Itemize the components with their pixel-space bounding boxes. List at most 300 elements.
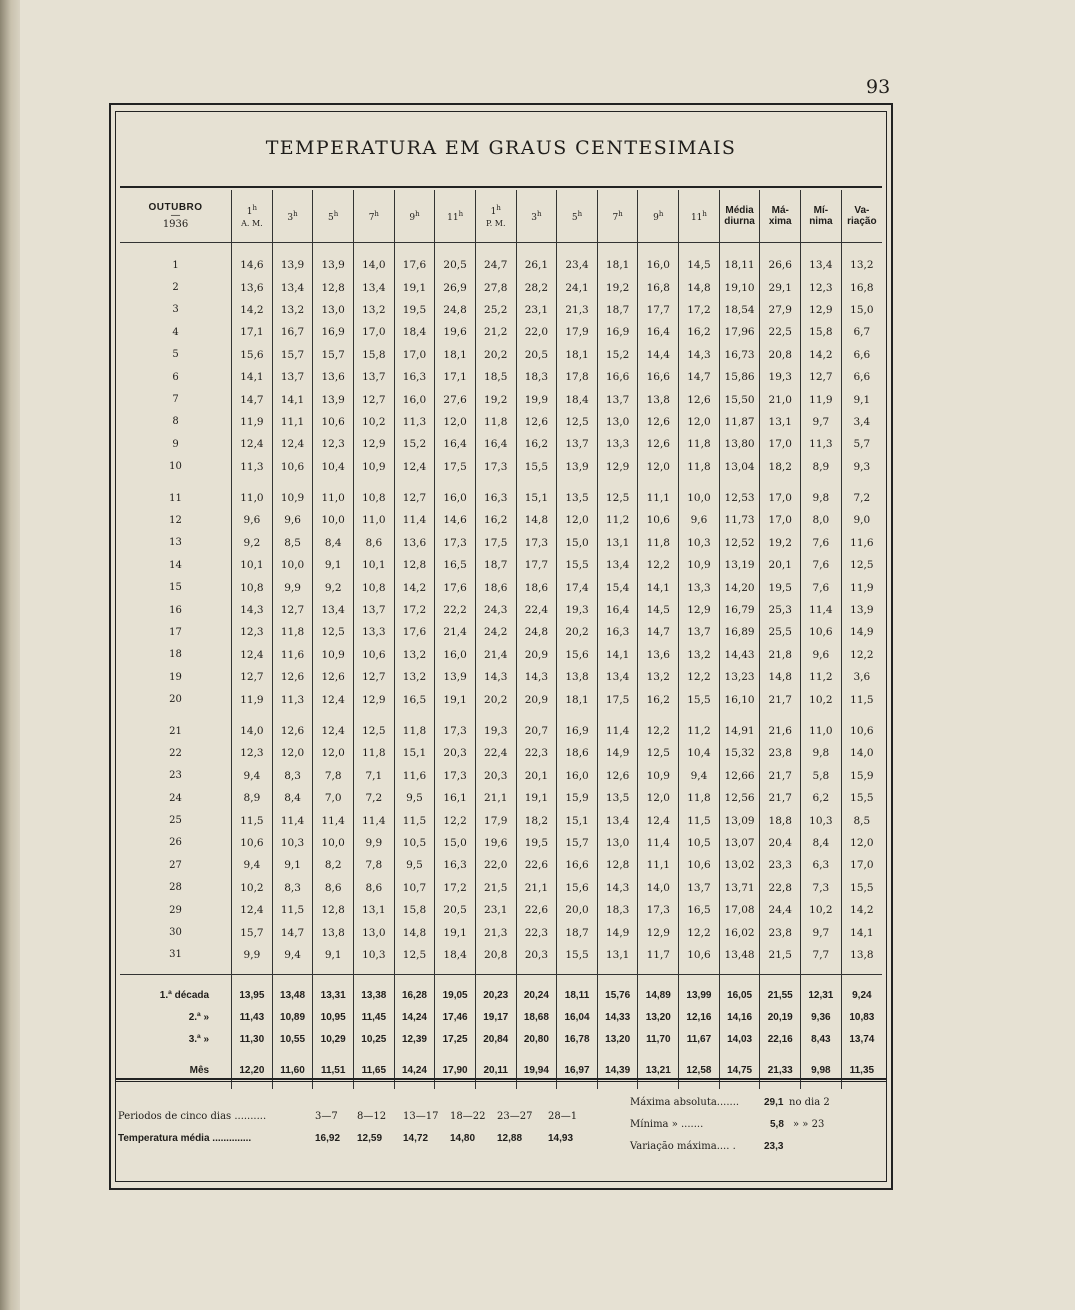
table-cell: 9,6 <box>801 644 842 666</box>
day-row <box>120 688 882 710</box>
table-cell: 14,9 <box>597 742 638 764</box>
table-cell: 10,25 <box>354 1028 395 1050</box>
table-cell: 11,8 <box>272 621 313 643</box>
header-stat-line1: Mí- <box>813 205 829 216</box>
table-cell: 11,73 <box>719 509 760 531</box>
table-cell: 19,5 <box>394 299 435 321</box>
table-cell: 14,7 <box>679 366 720 388</box>
table-cell: 8,3 <box>272 877 313 899</box>
table-cell: 21,5 <box>760 944 801 966</box>
header-stat-line2: xima <box>768 216 792 227</box>
header-stat-2 <box>801 190 842 243</box>
table-cell: 19,6 <box>475 832 516 854</box>
table-cell: 16,3 <box>475 487 516 509</box>
table-cell: 13,4 <box>354 276 395 298</box>
header-row <box>120 190 882 243</box>
table-cell: 14,1 <box>638 576 679 598</box>
table-cell: 10,2 <box>801 899 842 921</box>
row-label: 16 <box>120 599 232 621</box>
header-hour-num: 11 <box>690 212 703 223</box>
table-cell: 23,4 <box>557 254 598 276</box>
table-cell: 11,5 <box>232 809 273 831</box>
table-cell: 12,6 <box>516 411 557 433</box>
table-cell: 20,1 <box>760 554 801 576</box>
row-label: 5 <box>120 344 232 366</box>
table-cell: 7,8 <box>354 854 395 876</box>
table-cell: 13,4 <box>272 276 313 298</box>
table-cell: 13,2 <box>354 299 395 321</box>
day-row <box>120 621 882 643</box>
table-cell: 17,0 <box>394 344 435 366</box>
table-cell: 11,8 <box>354 742 395 764</box>
table-cell: 13,2 <box>394 666 435 688</box>
table-cell: 10,0 <box>679 487 720 509</box>
table-cell: 15,86 <box>719 366 760 388</box>
table-cell: 18,2 <box>516 809 557 831</box>
table-cell: 20,3 <box>516 944 557 966</box>
table-cell: 22,3 <box>516 921 557 943</box>
period-range: 18—22 <box>450 1111 486 1122</box>
period-temp: 14,93 <box>548 1133 574 1144</box>
table-cell: 16,3 <box>597 621 638 643</box>
row-label: 2 <box>120 276 232 298</box>
table-cell: 13,7 <box>354 599 395 621</box>
table-cell: 9,5 <box>394 854 435 876</box>
table-cell: 11,8 <box>679 787 720 809</box>
table-cell: 16,9 <box>557 720 598 742</box>
day-row <box>120 456 882 478</box>
table-cell: 15,50 <box>719 388 760 410</box>
header-hour-period: P. M. <box>485 219 506 228</box>
table-cell: 15,5 <box>850 881 874 894</box>
header-hour-num: 7 <box>612 212 619 223</box>
table-cell: 17,96 <box>719 321 760 343</box>
table-cell: 8,6 <box>354 532 395 554</box>
table-cell: 14,33 <box>597 1006 638 1028</box>
table-cell: 10,89 <box>272 1006 313 1028</box>
table-cell: 9,4 <box>232 765 273 787</box>
row-label: 23 <box>120 765 232 787</box>
table-cell: 10,9 <box>679 554 720 576</box>
row-label: 8 <box>120 411 232 433</box>
table-cell: 20,80 <box>516 1028 557 1050</box>
table-cell: 12,7 <box>801 366 842 388</box>
table-cell: 13,0 <box>354 921 395 943</box>
table-cell: 11,4 <box>638 832 679 854</box>
table-cell: 13,9 <box>272 254 313 276</box>
table-cell: 19,3 <box>557 599 598 621</box>
table-cell: 12,16 <box>679 1006 720 1028</box>
row-label: 4 <box>120 321 232 343</box>
table-cell: 6,2 <box>801 787 842 809</box>
day-row <box>120 765 882 787</box>
table-cell: 20,24 <box>516 984 557 1006</box>
table-cell: 13,4 <box>597 666 638 688</box>
table-cell: 18,11 <box>719 254 760 276</box>
table-cell: 16,97 <box>557 1059 598 1081</box>
table-cell: 15,7 <box>313 344 354 366</box>
table-cell: 13,6 <box>313 366 354 388</box>
table-cell: 20,8 <box>475 944 516 966</box>
table-cell: 18,6 <box>475 576 516 598</box>
table-cell: 17,3 <box>435 720 476 742</box>
header-hour-num: 1 <box>490 207 497 217</box>
table-cell: 12,66 <box>719 765 760 787</box>
table-cell: 18,7 <box>597 299 638 321</box>
header-hour-2 <box>313 190 354 243</box>
table-cell: 12,0 <box>272 742 313 764</box>
table-cell: 12,5 <box>557 411 598 433</box>
table-cell: 10,83 <box>849 1011 875 1023</box>
table-cell: 13,6 <box>232 276 273 298</box>
table-cell: 14,9 <box>597 921 638 943</box>
table-cell: 12,0 <box>435 411 476 433</box>
table-cell: 13,71 <box>719 877 760 899</box>
table-cell: 15,9 <box>850 769 874 782</box>
table-cell: 9,9 <box>272 576 313 598</box>
table-cell: 13,4 <box>597 809 638 831</box>
table-cell: 15,5 <box>516 456 557 478</box>
table-cell: 10,95 <box>313 1006 354 1028</box>
table-cell: 9,2 <box>232 532 273 554</box>
header-hour-sup: h <box>415 209 420 218</box>
table-cell: 16,8 <box>850 281 874 294</box>
table-cell: 9,1 <box>313 554 354 576</box>
table-cell: 12,6 <box>679 388 720 410</box>
header-hour-1 <box>272 190 313 243</box>
table-cell: 6,7 <box>853 326 871 339</box>
table-cell: 22,5 <box>760 321 801 343</box>
row-label: 27 <box>120 854 232 876</box>
table-cell: 17,3 <box>475 456 516 478</box>
row-label: 6 <box>120 366 232 388</box>
footer-box <box>115 1078 887 1182</box>
table-cell: 11,0 <box>354 509 395 531</box>
table-cell: 10,2 <box>232 877 273 899</box>
table-cell: 16,5 <box>435 554 476 576</box>
table-cell: 15,32 <box>719 742 760 764</box>
table-cell: 14,3 <box>679 344 720 366</box>
table-cell: 13,1 <box>597 944 638 966</box>
day-row <box>120 433 882 455</box>
row-label: 24 <box>120 787 232 809</box>
day-row <box>120 720 882 742</box>
table-cell: 17,9 <box>557 321 598 343</box>
table-cell: 20,9 <box>516 644 557 666</box>
temp-mean-label: Temperatura média .............. <box>118 1133 252 1144</box>
header-stat-line2: riação <box>847 216 877 227</box>
table-cell: 21,0 <box>760 388 801 410</box>
table-cell: 17,25 <box>435 1028 476 1050</box>
table-cell: 18,7 <box>475 554 516 576</box>
table-cell: 13,3 <box>679 576 720 598</box>
table-cell: 12,8 <box>313 276 354 298</box>
table-cell: 20,9 <box>516 688 557 710</box>
table-cell: 9,24 <box>852 989 872 1001</box>
header-hour-sup: h <box>577 209 583 218</box>
table-cell: 21,1 <box>516 877 557 899</box>
table-cell: 12,20 <box>232 1059 273 1081</box>
period-range: 3—7 <box>315 1111 338 1122</box>
table-cell: 18,8 <box>760 809 801 831</box>
table-cell: 16,0 <box>435 487 476 509</box>
table-cell: 9,9 <box>354 832 395 854</box>
table-cell: 14,43 <box>719 644 760 666</box>
table-cell: 17,1 <box>435 366 476 388</box>
table-cell: 17,7 <box>638 299 679 321</box>
table-cell: 13,38 <box>354 984 395 1006</box>
table-cell: 6,6 <box>853 371 871 384</box>
row-label: 3 <box>120 299 232 321</box>
table-cell: 13,2 <box>638 666 679 688</box>
table-cell: 22,6 <box>516 854 557 876</box>
table-cell: 12,5 <box>850 559 874 572</box>
table-cell: 14,5 <box>679 254 720 276</box>
row-label: 18 <box>120 644 232 666</box>
row-label: 1.ª década <box>120 984 232 1006</box>
spacer-row <box>120 966 882 975</box>
table-cell: 7,6 <box>801 554 842 576</box>
table-cell: 17,9 <box>475 809 516 831</box>
table-cell: 20,11 <box>475 1059 516 1081</box>
table-cell: 12,2 <box>435 809 476 831</box>
table-cell: 10,5 <box>679 832 720 854</box>
table-title: TEMPERATURA EM GRAUS CENTESIMAIS <box>265 137 737 159</box>
table-cell: 20,5 <box>435 254 476 276</box>
table-cell: 16,05 <box>719 984 760 1006</box>
table-cell: 12,8 <box>394 554 435 576</box>
table-cell: 16,04 <box>557 1006 598 1028</box>
table-cell: 16,28 <box>394 984 435 1006</box>
table-cell: 17,3 <box>435 765 476 787</box>
table-cell: 12,3 <box>232 742 273 764</box>
table-cell: 11,9 <box>801 388 842 410</box>
table-cell: 11,43 <box>232 1006 273 1028</box>
table-cell: 15,4 <box>597 576 638 598</box>
table-cell: 17,0 <box>850 859 874 872</box>
table-cell: 13,7 <box>557 433 598 455</box>
day-row <box>120 411 882 433</box>
table-cell: 8,3 <box>272 765 313 787</box>
book-spine-shadow <box>0 0 20 1310</box>
table-cell: 8,9 <box>232 787 273 809</box>
table-cell: 15,0 <box>850 303 874 316</box>
table-cell: 19,1 <box>435 921 476 943</box>
table-cell: 12,6 <box>272 720 313 742</box>
table-cell: 14,8 <box>679 276 720 298</box>
table-cell: 12,4 <box>313 720 354 742</box>
table-cell: 13,99 <box>679 984 720 1006</box>
header-month: OUTUBRO <box>148 202 203 213</box>
table-cell: 12,4 <box>394 456 435 478</box>
table-cell: 11,7 <box>638 944 679 966</box>
table-cell: 12,4 <box>232 899 273 921</box>
header-stat-0 <box>719 190 760 243</box>
table-cell: 11,6 <box>394 765 435 787</box>
period-temp: 14,80 <box>450 1133 476 1144</box>
table-cell: 10,29 <box>313 1028 354 1050</box>
table-cell: 18,4 <box>435 944 476 966</box>
table-cell: 13,7 <box>679 621 720 643</box>
row-label: Mês <box>120 1059 232 1081</box>
table-cell: 13,04 <box>719 456 760 478</box>
table-cell: 9,0 <box>853 514 871 527</box>
table-cell: 14,7 <box>638 621 679 643</box>
row-label: 14 <box>120 554 232 576</box>
table-cell: 7,8 <box>313 765 354 787</box>
table-cell: 17,7 <box>516 554 557 576</box>
header-hour-8 <box>557 190 598 243</box>
var-max-value: 23,3 <box>764 1141 784 1152</box>
header-hour-sup: h <box>496 204 501 212</box>
table-cell: 9,6 <box>232 509 273 531</box>
table-cell: 12,4 <box>232 644 273 666</box>
table-cell: 25,2 <box>475 299 516 321</box>
day-row <box>120 344 882 366</box>
table-cell: 11,8 <box>638 532 679 554</box>
header-dash: — <box>170 210 181 221</box>
table-cell: 26,6 <box>760 254 801 276</box>
header-stat-3 <box>841 190 882 243</box>
table-cell: 20,5 <box>516 344 557 366</box>
table-cell: 17,8 <box>557 366 598 388</box>
table-cell: 11,1 <box>638 487 679 509</box>
table-cell: 14,6 <box>232 254 273 276</box>
header-hour-sup: h <box>252 204 258 212</box>
table-cell: 18,4 <box>557 388 598 410</box>
header-stat-line1: Média <box>725 205 754 216</box>
header-hour-9 <box>597 190 638 243</box>
table-cell: 10,6 <box>679 944 720 966</box>
table-cell: 29,1 <box>760 276 801 298</box>
table-cell: 20,2 <box>475 688 516 710</box>
table-cell: 8,0 <box>801 509 842 531</box>
spacer-row <box>120 243 882 255</box>
table-cell: 20,4 <box>760 832 801 854</box>
table-cell: 7,1 <box>354 765 395 787</box>
table-cell: 16,2 <box>516 433 557 455</box>
table-cell: 13,1 <box>760 411 801 433</box>
page-number: 93 <box>866 76 891 98</box>
table-cell: 7,3 <box>801 877 842 899</box>
table-cell: 13,23 <box>719 666 760 688</box>
table-cell: 11,51 <box>313 1059 354 1081</box>
table-cell: 17,5 <box>475 532 516 554</box>
table-cell: 18,3 <box>597 899 638 921</box>
table-cell: 13,21 <box>638 1059 679 1081</box>
table-cell: 13,4 <box>801 254 842 276</box>
row-label: 10 <box>120 456 232 478</box>
table-cell: 12,0 <box>679 411 720 433</box>
table-cell: 13,9 <box>313 388 354 410</box>
table-cell: 13,2 <box>850 259 874 272</box>
header-hour-num: 5 <box>328 212 334 223</box>
table-cell: 18,7 <box>557 921 598 943</box>
table-cell: 13,3 <box>354 621 395 643</box>
table-cell: 12,6 <box>638 433 679 455</box>
table-cell: 11,6 <box>272 644 313 666</box>
table-cell: 16,4 <box>638 321 679 343</box>
table-cell: 16,79 <box>719 599 760 621</box>
table-cell: 9,2 <box>313 576 354 598</box>
table-cell: 17,3 <box>638 899 679 921</box>
table-cell: 14,2 <box>232 299 273 321</box>
table-cell: 13,7 <box>272 366 313 388</box>
table-cell: 15,5 <box>557 554 598 576</box>
table-cell: 14,1 <box>597 644 638 666</box>
table-cell: 14,1 <box>232 366 273 388</box>
header-hour-6 <box>475 190 516 243</box>
period-range: 8—12 <box>357 1111 387 1122</box>
day-row <box>120 787 882 809</box>
day-row <box>120 742 882 764</box>
table-cell: 12,9 <box>597 456 638 478</box>
table-cell: 15,8 <box>354 344 395 366</box>
table-cell: 13,4 <box>313 599 354 621</box>
table-cell: 14,1 <box>850 926 874 939</box>
day-row <box>120 921 882 943</box>
table-cell: 14,39 <box>597 1059 638 1081</box>
table-cell: 11,3 <box>801 433 842 455</box>
table-cell: 17,46 <box>435 1006 476 1028</box>
table-cell: 9,3 <box>853 460 871 473</box>
day-row <box>120 854 882 876</box>
row-label: 31 <box>120 944 232 966</box>
table-cell: 15,1 <box>557 809 598 831</box>
table-cell: 16,78 <box>557 1028 598 1050</box>
table-cell: 12,6 <box>272 666 313 688</box>
table-cell: 26,1 <box>516 254 557 276</box>
table-cell: 14,8 <box>394 921 435 943</box>
table-cell: 13,7 <box>597 388 638 410</box>
table-cell: 12,9 <box>801 299 842 321</box>
table-cell: 24,2 <box>475 621 516 643</box>
header-hour-sup: h <box>374 209 379 218</box>
table-cell: 15,6 <box>557 877 598 899</box>
table-cell: 16,4 <box>597 599 638 621</box>
table-cell: 16,89 <box>719 621 760 643</box>
table-cell: 13,4 <box>597 554 638 576</box>
table-cell: 11,2 <box>597 509 638 531</box>
abs-max-label: Máxima absoluta....... <box>630 1097 740 1108</box>
table-cell: 11,6 <box>850 536 874 549</box>
table-cell: 23,8 <box>760 921 801 943</box>
table-cell: 6,6 <box>853 348 871 361</box>
table-cell: 11,5 <box>272 899 313 921</box>
table-cell: 18,5 <box>475 366 516 388</box>
spacer-row <box>120 975 882 985</box>
table-cell: 20,23 <box>475 984 516 1006</box>
table-cell: 12,3 <box>232 621 273 643</box>
table-cell: 10,8 <box>354 576 395 598</box>
periods-label: Periodos de cinco dias .......... <box>118 1111 267 1122</box>
table-cell: 10,3 <box>679 532 720 554</box>
table-cell: 11,45 <box>354 1006 395 1028</box>
table-cell: 11,4 <box>597 720 638 742</box>
table-cell: 12,39 <box>394 1028 435 1050</box>
table-cell: 15,7 <box>557 832 598 854</box>
table-cell: 13,19 <box>719 554 760 576</box>
table-cell: 13,5 <box>557 487 598 509</box>
table-cell: 17,1 <box>232 321 273 343</box>
table-cell: 19,2 <box>597 276 638 298</box>
header-hour-10 <box>638 190 679 243</box>
table-cell: 12,2 <box>638 720 679 742</box>
table-cell: 11,1 <box>638 854 679 876</box>
table-cell: 15,1 <box>516 487 557 509</box>
header-hour-num: 9 <box>409 212 416 223</box>
abs-min-value: 5,8 <box>770 1119 784 1130</box>
